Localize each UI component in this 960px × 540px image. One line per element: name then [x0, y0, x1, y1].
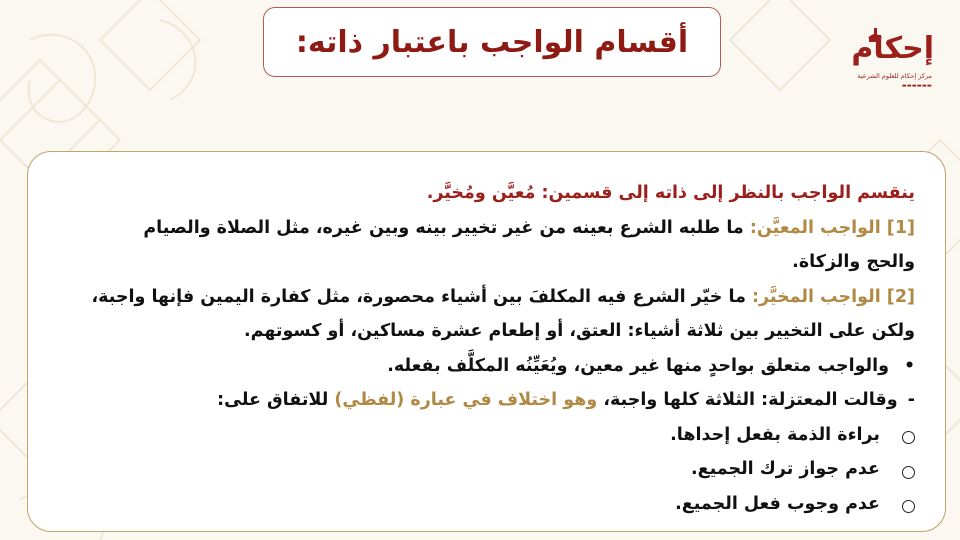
bullet-dot: •	[904, 355, 915, 376]
agreement-item	[45, 487, 915, 522]
intro-lead: ينقسم الواجب بالنظر إلى ذاته إلى قسمين:	[535, 183, 915, 203]
agreement-text: براءة الذمة بفعل إحداها.	[670, 424, 880, 445]
section2-line2: ولكن على التخيير بين ثلاثة أشياء: العتق، أو إطعام عشرة مساكين، أو كسوتهم.	[243, 321, 915, 341]
circle-bullet-icon	[902, 500, 915, 513]
agreement-item	[45, 452, 915, 487]
logo-wordmark: إحكام	[851, 31, 934, 66]
section1-line2: والحج والزكاة.	[792, 252, 915, 272]
mutazila-highlight: وهو اختلاف في عبارة (لفظي)	[334, 390, 598, 410]
bullet-item	[45, 349, 915, 384]
bullet-text: والواجب متعلق بواحدٍ منها غير معين، ويُعَيِّنُه المكلَّف بفعله.	[387, 355, 889, 376]
mutazila-tail: للاتفاق على:	[217, 390, 335, 410]
content-text	[45, 176, 915, 521]
logo-subtitle: مركز إحكام للعلوم الشرعية	[857, 72, 932, 80]
section1-line1	[45, 211, 915, 246]
logo-tagline-decor: ▬▬▬▬▬▬	[901, 83, 932, 89]
mutazila-lead: وقالت المعتزلة: الثلاثة كلها واجبة،	[597, 390, 904, 410]
agreement-text: عدم وجوب فعل الجميع.	[675, 493, 880, 514]
title-box	[263, 7, 721, 77]
section1-text: ما طلبه الشرع بعينه من غير تخيير بينه وبين غيره، مثل الصلاة والصيام	[143, 217, 750, 238]
section2-text: ما خيّر الشرع فيه المكلفَ بين أشياء محصورة، مثل كفارة اليمين فإنها واجبة،	[91, 286, 752, 307]
section2-tag: [2] الواجب المخيَّر:	[752, 286, 915, 307]
dash-marker: -	[907, 390, 915, 410]
page-title: أقسام الواجب باعتبار ذاته:	[295, 24, 689, 60]
circle-bullet-icon	[902, 431, 915, 444]
agreement-text: عدم جواز ترك الجميع.	[691, 459, 880, 479]
mutazila-line	[45, 383, 915, 418]
section1-tag: [1] الواجب المعيَّن:	[749, 217, 915, 238]
brand-logo	[840, 28, 936, 94]
intro-terms: مُعيَّن ومُخيَّر.	[426, 183, 536, 203]
content-panel	[27, 151, 946, 532]
section2-line1	[45, 280, 915, 315]
intro-line	[45, 176, 915, 211]
circle-bullet-icon	[902, 466, 915, 479]
agreement-item	[45, 418, 915, 453]
